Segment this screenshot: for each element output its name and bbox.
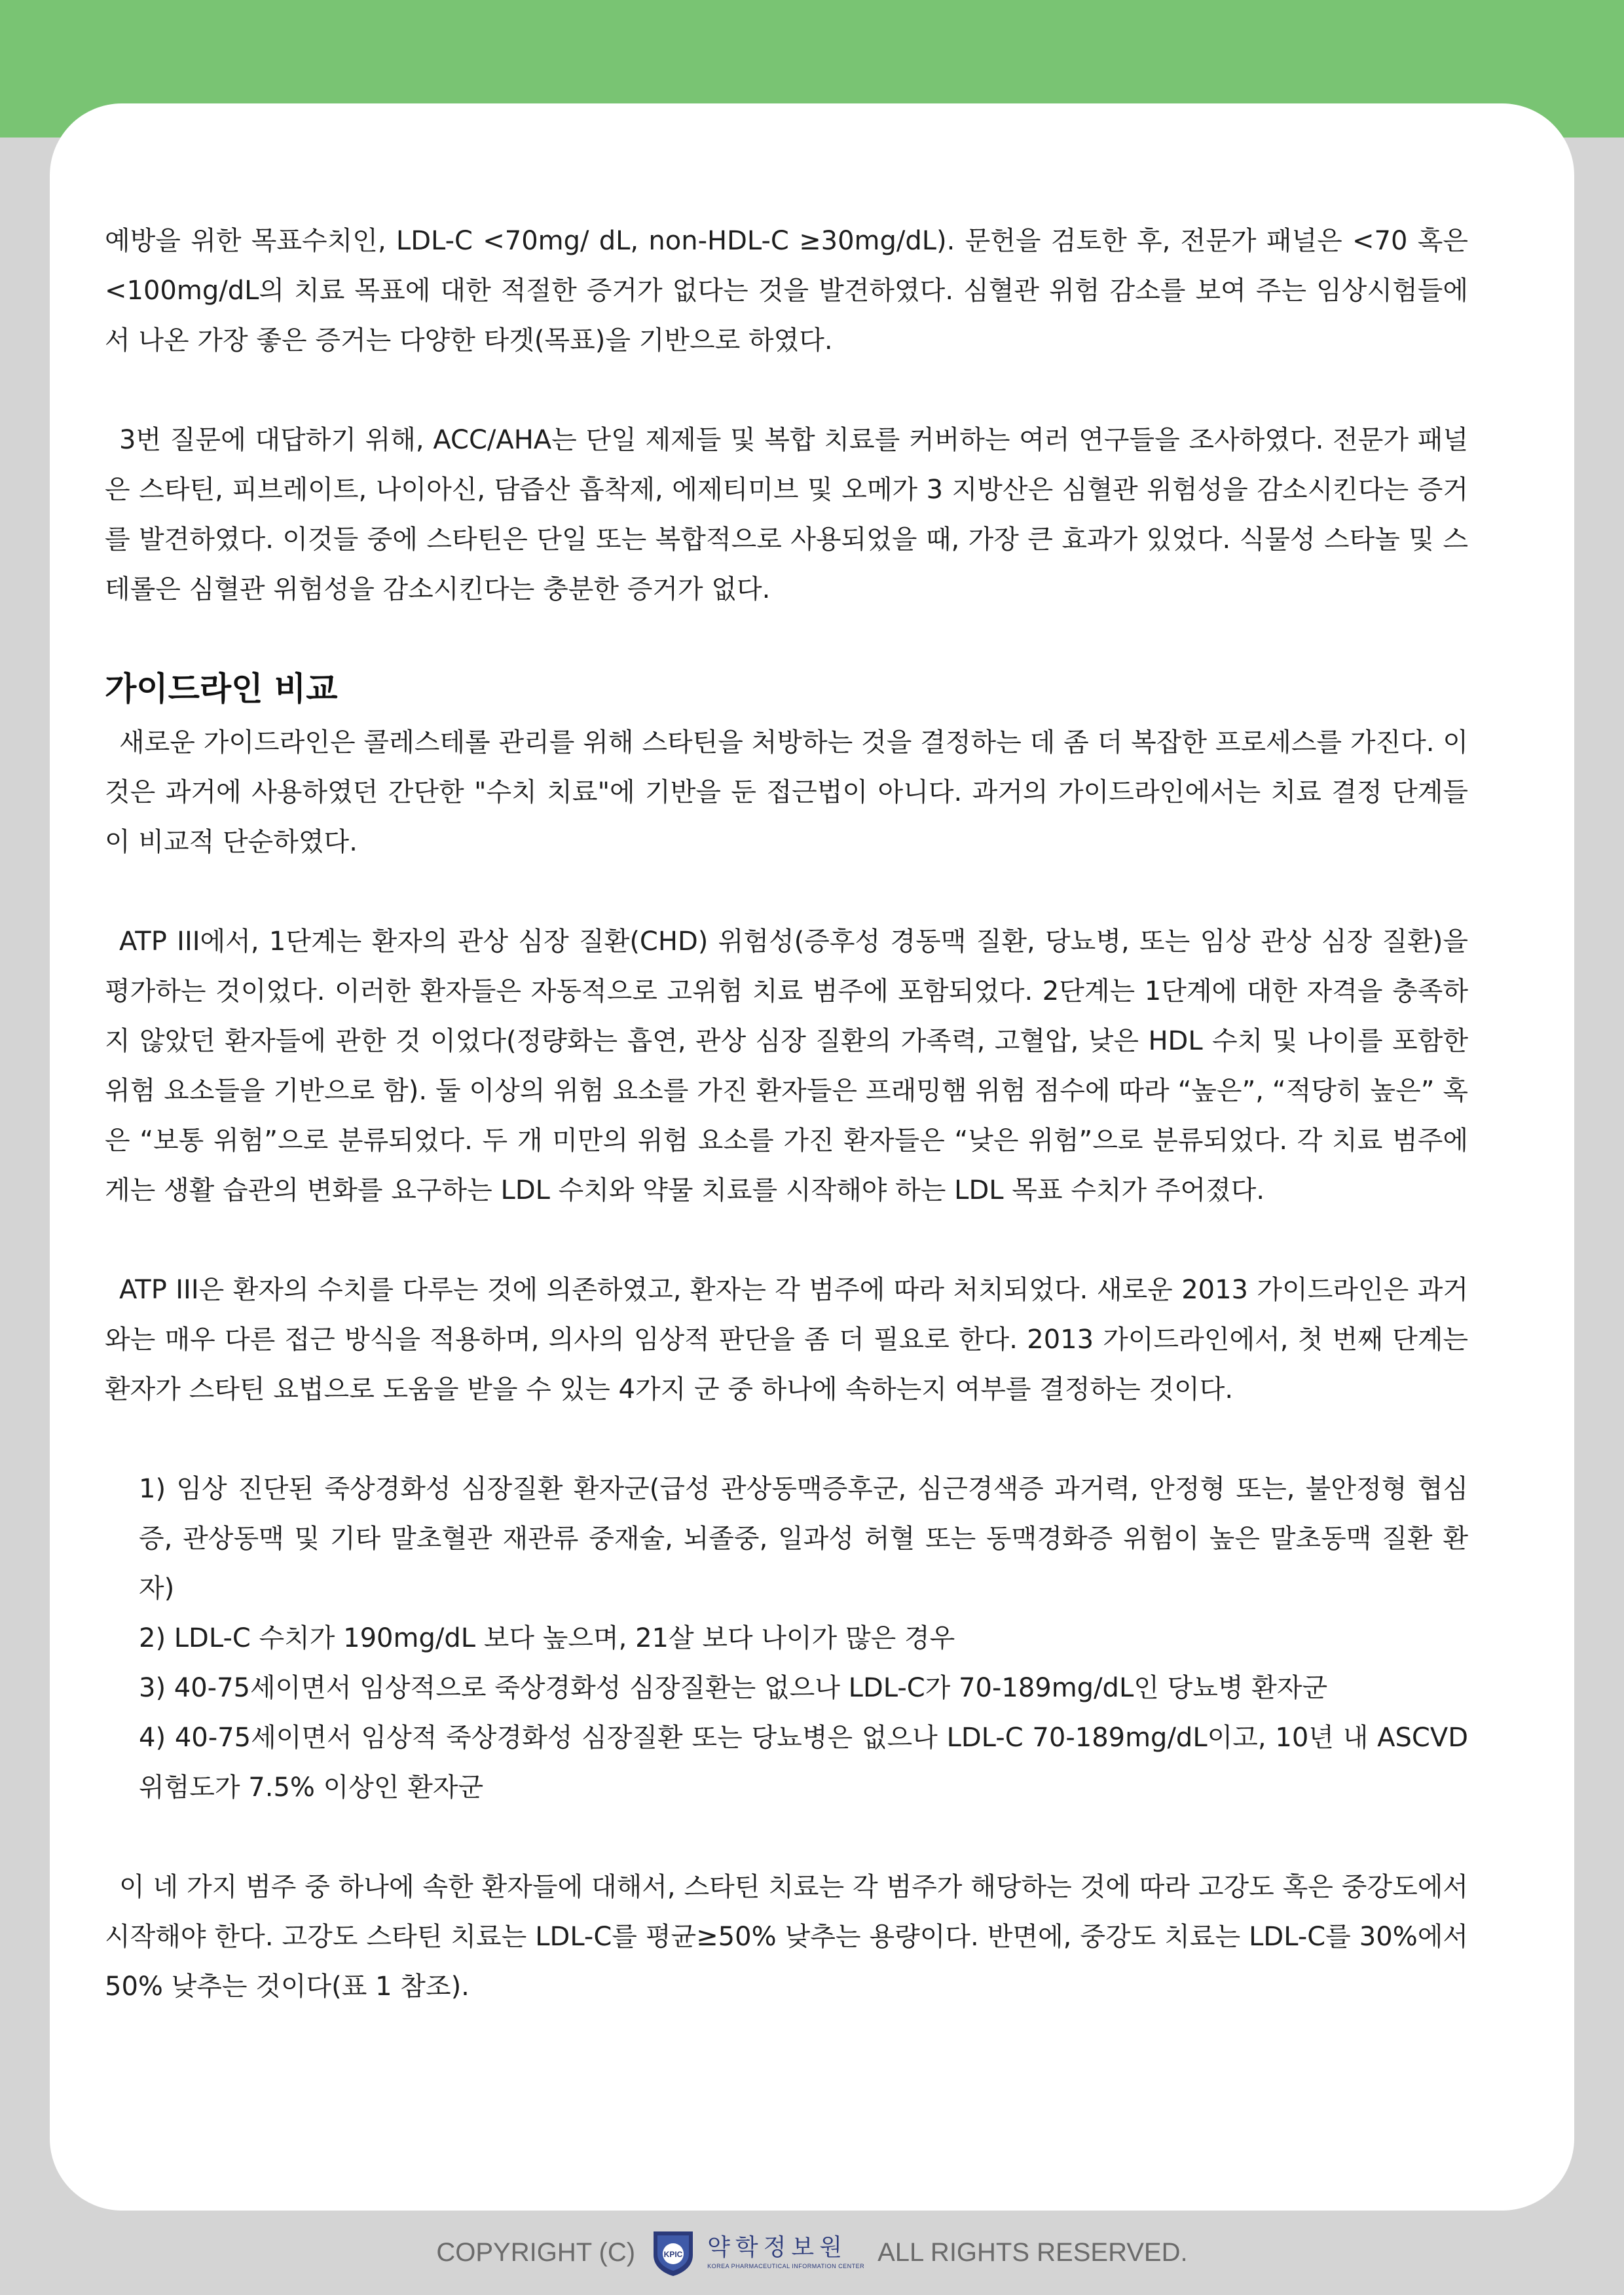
list-item: 3) 40-75세이면서 임상적으로 죽상경화성 심장질환는 없으나 LDL-C가 70-189mg/dL인 당뇨병 환자군 <box>139 1673 1328 1703</box>
section-title: 가이드라인 비교 <box>105 670 338 708</box>
paragraph-target-values: 예방을 위한 목표수치인, LDL-C <70mg/ dL, non-HDL-C ≥30mg/dL). 문헌을 검토한 후, 전문가 패널은 <70 혹은 <100mg/dL의 치료 목표에 대한 적절한 증거가 없다는 것을 발견하였다. 심혈관 위험 감소를 보여 주는 임상시험들에서 나온 가장 좋은 증거는 다양한 타겟(목표)을 기반으로 하였다. <box>105 226 1468 356</box>
footer-rights: ALL RIGHTS RESERVED. <box>877 2237 1188 2267</box>
statin-benefit-groups-list <box>105 1464 1468 1812</box>
paragraph-new-guideline: 새로운 가이드라인은 콜레스테롤 관리를 위해 스타틴을 처방하는 것을 결정하는 데 좀 더 복잡한 프로세스를 가진다. 이것은 과거에 사용하였던 간단한 "수치 치료"에 기반을 둔 접근법이 아니다. 과거의 가이드라인에서는 치료 결정 단계들이 비교적 단순하였다. <box>105 727 1468 857</box>
list-item: 1) 임상 진단된 죽상경화성 심장질환 환자군(급성 관상동맥증후군, 심근경색증 과거력, 안정형 또는, 불안정형 협심증, 관상동맥 및 기타 말초혈관 재관류 중재술, 뇌졸중, 일과성 허혈 또는 동맥경화증 위험이 높은 말초동맥 질환 환자) <box>139 1474 1468 1604</box>
paragraph-atp-vs-2013: ATP III은 환자의 수치를 다루는 것에 의존하였고, 환자는 각 범주에 따라 처치되었다. 새로운 2013 가이드라인은 과거와는 매우 다른 접근 방식을 적용하며, 의사의 임상적 판단을 좀 더 필요로 한다. 2013 가이드라인에서, 첫 번째 단계는 환자가 스타틴 요법으로 도움을 받을 수 있는 4가지 군 중 하나에 속하는지 여부를 결정하는 것이다. <box>105 1275 1468 1405</box>
kpic-logo <box>648 2228 864 2277</box>
kpic-badge-text: KPIC <box>663 2250 683 2259</box>
paragraph-question-3: 3번 질문에 대답하기 위해, ACC/AHA는 단일 제제들 및 복합 치료를 커버하는 여러 연구들을 조사하였다. 전문가 패널은 스타틴, 피브레이트, 나이아신, 담즙산 흡착제, 에제티미브 및 오메가 3 지방산은 심혈관 위험성을 감소시킨다는 증거를 발견하였다. 이것들 중에 스타틴은 단일 또는 복합적으로 사용되었을 때, 가장 큰 효과가 있었다. 식물성 스타놀 및 스테롤은 심혈관 위험성을 감소시킨다는 충분한 증거가 없다. <box>105 425 1468 604</box>
footer-copyright: COPYRIGHT (C) <box>436 2237 636 2267</box>
document-body <box>105 216 1468 2061</box>
logo-english-name: KOREA PHARMACEUTICAL INFORMATION CENTER <box>707 2262 865 2269</box>
logo-korean-name: 약학정보원 <box>707 2233 847 2261</box>
paragraph-atp-iii-steps: ATP III에서, 1단계는 환자의 관상 심장 질환(CHD) 위험성(증후성 경동맥 질환, 당뇨병, 또는 임상 관상 심장 질환)을 평가하는 것이었다. 이러한 환자들은 자동적으로 고위험 치료 범주에 포함되었다. 2단계는 1단계에 대한 자격을 충족하지 않았던 환자들에 관한 것 이었다(정량화는 흡연, 관상 심장 질환의 가족력, 고혈압, 낮은 HDL 수치 및 나이를 포함한 위험 요소들을 기반으로 함). 둘 이상의 위험 요소를 가진 환자들은 프래밍햄 위험 점수에 따라 “높은”, “적당히 높은” 혹은 “보통 위험”으로 분류되었다. 두 개 미만의 위험 요소를 가진 환자들은 “낮은 위험”으로 분류되었다. 각 치료 범주에게는 생활 습관의 변화를 요구하는 LDL 수치와 약물 치료를 시작해야 하는 LDL 목표 수치가 주어졌다. <box>105 927 1468 1205</box>
list-item: 2) LDL-C 수치가 190mg/dL 보다 높으며, 21살 보다 나이가 많은 경우 <box>139 1623 955 1653</box>
paragraph-statin-intensity: 이 네 가지 범주 중 하나에 속한 환자들에 대해서, 스타틴 치료는 각 범주가 해당하는 것에 따라 고강도 혹은 중강도에서 시작해야 한다. 고강도 스타틴 치료는 LDL-C를 평균≥50% 낮추는 용량이다. 반면에, 중강도 치료는 LDL-C를 30%에서 50% 낮추는 것이다(표 1 참조). <box>105 1872 1468 2002</box>
kpic-shield-icon <box>648 2228 698 2277</box>
list-item: 4) 40-75세이면서 임상적 죽상경화성 심장질환 또는 당뇨병은 없으나 LDL-C 70-189mg/dL이고, 10년 내 ASCVD 위험도가 7.5% 이상인 환자군 <box>139 1723 1468 1803</box>
footer <box>0 2230 1624 2275</box>
